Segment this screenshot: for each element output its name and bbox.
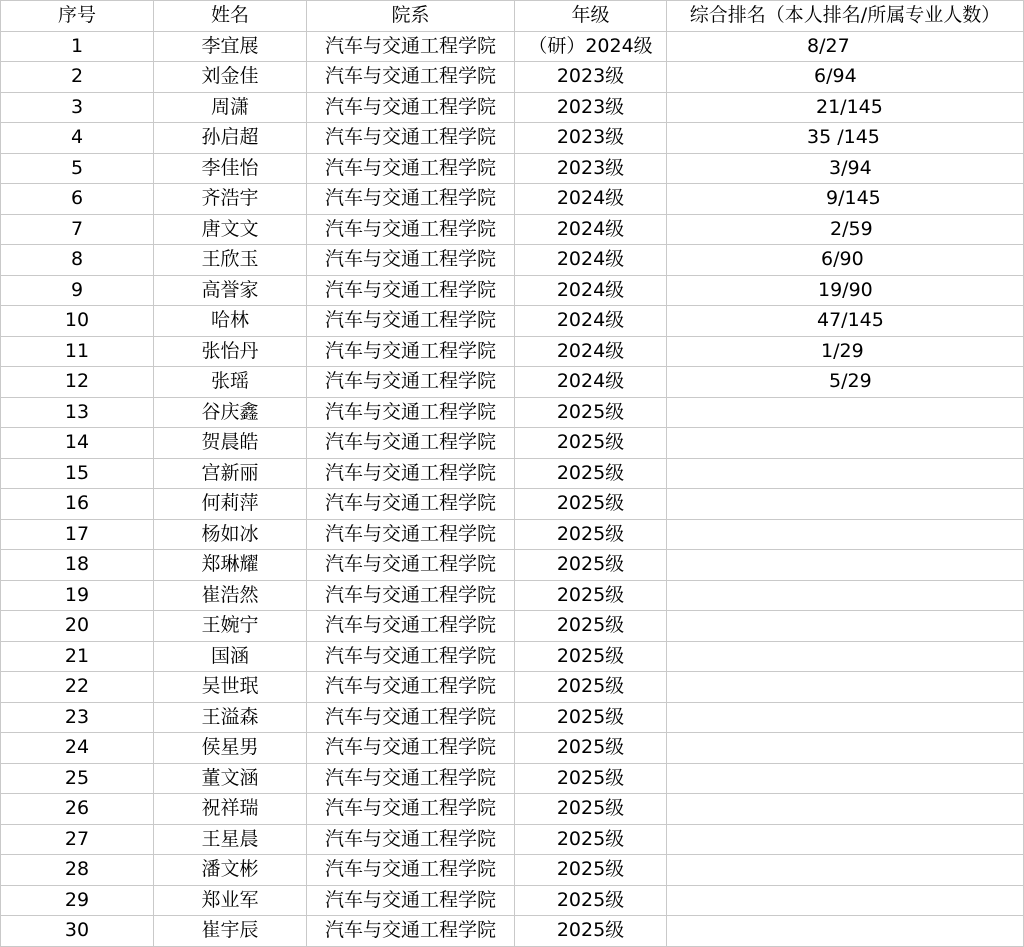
cell-dept: 汽车与交通工程学院 <box>307 92 515 123</box>
table-row <box>1 580 1024 611</box>
cell-grade: 2025级 <box>515 519 667 550</box>
cell-name: 高誉家 <box>154 275 307 306</box>
table-row <box>1 763 1024 794</box>
table-row <box>1 885 1024 916</box>
table-row <box>1 397 1024 428</box>
cell-rank-value: 3/94 <box>829 156 872 179</box>
cell-dept: 汽车与交通工程学院 <box>307 794 515 825</box>
cell-no: 18 <box>1 550 154 581</box>
cell-name: 张怡丹 <box>154 336 307 367</box>
cell-dept: 汽车与交通工程学院 <box>307 489 515 520</box>
cell-grade: 2025级 <box>515 733 667 764</box>
cell-no: 9 <box>1 275 154 306</box>
cell-no: 21 <box>1 641 154 672</box>
cell-dept: 汽车与交通工程学院 <box>307 519 515 550</box>
cell-no: 1 <box>1 31 154 62</box>
cell-dept: 汽车与交通工程学院 <box>307 214 515 245</box>
cell-rank-value: 1/29 <box>821 339 864 362</box>
cell-dept: 汽车与交通工程学院 <box>307 611 515 642</box>
cell-dept: 汽车与交通工程学院 <box>307 62 515 93</box>
cell-no: 4 <box>1 123 154 154</box>
cell-no: 14 <box>1 428 154 459</box>
table-row <box>1 550 1024 581</box>
cell-rank-value: 6/94 <box>814 65 857 88</box>
cell-dept: 汽车与交通工程学院 <box>307 733 515 764</box>
cell-name: 杨如冰 <box>154 519 307 550</box>
cell-no: 25 <box>1 763 154 794</box>
cell-grade: 2025级 <box>515 641 667 672</box>
table-row <box>1 916 1024 947</box>
cell-dept: 汽车与交通工程学院 <box>307 550 515 581</box>
cell-name: 崔宇辰 <box>154 916 307 947</box>
table-row <box>1 31 1024 62</box>
table-row <box>1 92 1024 123</box>
cell-no: 24 <box>1 733 154 764</box>
cell-grade: 2024级 <box>515 184 667 215</box>
cell-no: 16 <box>1 489 154 520</box>
cell-grade: 2025级 <box>515 916 667 947</box>
cell-rank-value: 5/29 <box>829 370 872 393</box>
cell-name: 贺晨皓 <box>154 428 307 459</box>
cell-name: 国涵 <box>154 641 307 672</box>
table-row <box>1 428 1024 459</box>
cell-dept: 汽车与交通工程学院 <box>307 153 515 184</box>
cell-no: 7 <box>1 214 154 245</box>
cell-grade: 2025级 <box>515 855 667 886</box>
cell-name: 王婉宁 <box>154 611 307 642</box>
cell-grade: 2025级 <box>515 580 667 611</box>
cell-grade: 2025级 <box>515 489 667 520</box>
table-row <box>1 123 1024 154</box>
cell-rank <box>667 214 1024 245</box>
cell-rank <box>667 489 1024 520</box>
table-row <box>1 306 1024 337</box>
cell-name: 侯星男 <box>154 733 307 764</box>
cell-rank <box>667 824 1024 855</box>
table-row <box>1 641 1024 672</box>
cell-grade: 2024级 <box>515 306 667 337</box>
table-body <box>1 31 1024 946</box>
cell-rank-value: 47/145 <box>817 309 884 332</box>
table-row <box>1 702 1024 733</box>
cell-dept: 汽车与交通工程学院 <box>307 763 515 794</box>
cell-dept: 汽车与交通工程学院 <box>307 885 515 916</box>
cell-grade: 2025级 <box>515 672 667 703</box>
cell-rank-value: 9/145 <box>826 187 881 210</box>
cell-grade: 2023级 <box>515 123 667 154</box>
cell-grade: 2025级 <box>515 885 667 916</box>
cell-name: 唐文文 <box>154 214 307 245</box>
cell-rank <box>667 367 1024 398</box>
cell-dept: 汽车与交通工程学院 <box>307 580 515 611</box>
cell-name: 刘金佳 <box>154 62 307 93</box>
cell-grade: 2024级 <box>515 336 667 367</box>
cell-name: 崔浩然 <box>154 580 307 611</box>
cell-name: 哈林 <box>154 306 307 337</box>
cell-grade: 2025级 <box>515 763 667 794</box>
cell-rank <box>667 733 1024 764</box>
cell-no: 3 <box>1 92 154 123</box>
cell-grade: 2025级 <box>515 824 667 855</box>
table-row <box>1 336 1024 367</box>
cell-rank <box>667 672 1024 703</box>
cell-grade: 2025级 <box>515 611 667 642</box>
cell-no: 28 <box>1 855 154 886</box>
table-row <box>1 458 1024 489</box>
cell-no: 30 <box>1 916 154 947</box>
cell-dept: 汽车与交通工程学院 <box>307 916 515 947</box>
cell-no: 13 <box>1 397 154 428</box>
table-row <box>1 275 1024 306</box>
cell-no: 19 <box>1 580 154 611</box>
cell-no: 10 <box>1 306 154 337</box>
cell-no: 2 <box>1 62 154 93</box>
table-row <box>1 824 1024 855</box>
cell-name: 吴世珉 <box>154 672 307 703</box>
cell-name: 王溢森 <box>154 702 307 733</box>
cell-rank <box>667 306 1024 337</box>
cell-dept: 汽车与交通工程学院 <box>307 702 515 733</box>
cell-grade: 2025级 <box>515 550 667 581</box>
table-row <box>1 855 1024 886</box>
cell-rank <box>667 397 1024 428</box>
cell-name: 何莉萍 <box>154 489 307 520</box>
cell-rank <box>667 702 1024 733</box>
cell-dept: 汽车与交通工程学院 <box>307 306 515 337</box>
cell-rank <box>667 275 1024 306</box>
header-cell-no: 序号 <box>1 1 154 32</box>
cell-dept: 汽车与交通工程学院 <box>307 275 515 306</box>
cell-grade: 2024级 <box>515 275 667 306</box>
cell-rank <box>667 428 1024 459</box>
cell-no: 8 <box>1 245 154 276</box>
cell-name: 李宜展 <box>154 31 307 62</box>
cell-dept: 汽车与交通工程学院 <box>307 672 515 703</box>
cell-name: 王星晨 <box>154 824 307 855</box>
cell-dept: 汽车与交通工程学院 <box>307 245 515 276</box>
cell-grade: 2025级 <box>515 458 667 489</box>
cell-rank <box>667 62 1024 93</box>
cell-rank <box>667 763 1024 794</box>
cell-rank <box>667 916 1024 947</box>
cell-rank <box>667 92 1024 123</box>
cell-rank <box>667 519 1024 550</box>
table-row <box>1 733 1024 764</box>
cell-rank-value: 8/27 <box>807 34 850 57</box>
cell-rank <box>667 31 1024 62</box>
cell-dept: 汽车与交通工程学院 <box>307 123 515 154</box>
table-row <box>1 245 1024 276</box>
cell-dept: 汽车与交通工程学院 <box>307 855 515 886</box>
cell-grade: 2025级 <box>515 428 667 459</box>
cell-rank <box>667 184 1024 215</box>
cell-no: 15 <box>1 458 154 489</box>
cell-rank <box>667 641 1024 672</box>
cell-no: 26 <box>1 794 154 825</box>
cell-rank <box>667 458 1024 489</box>
cell-no: 29 <box>1 885 154 916</box>
cell-dept: 汽车与交通工程学院 <box>307 641 515 672</box>
cell-rank <box>667 794 1024 825</box>
table-row <box>1 62 1024 93</box>
cell-name: 郑琳耀 <box>154 550 307 581</box>
table-row <box>1 153 1024 184</box>
cell-name: 张瑶 <box>154 367 307 398</box>
table-row <box>1 489 1024 520</box>
cell-rank <box>667 611 1024 642</box>
cell-name: 郑业军 <box>154 885 307 916</box>
cell-no: 22 <box>1 672 154 703</box>
cell-rank <box>667 245 1024 276</box>
cell-rank <box>667 855 1024 886</box>
cell-name: 潘文彬 <box>154 855 307 886</box>
header-cell-dept: 院系 <box>307 1 515 32</box>
cell-name: 李佳怡 <box>154 153 307 184</box>
cell-rank-value: 6/90 <box>821 248 864 271</box>
table-row <box>1 367 1024 398</box>
cell-dept: 汽车与交通工程学院 <box>307 184 515 215</box>
cell-dept: 汽车与交通工程学院 <box>307 336 515 367</box>
cell-dept: 汽车与交通工程学院 <box>307 367 515 398</box>
cell-grade: 2023级 <box>515 153 667 184</box>
cell-name: 宫新丽 <box>154 458 307 489</box>
cell-dept: 汽车与交通工程学院 <box>307 31 515 62</box>
cell-grade: 2025级 <box>515 794 667 825</box>
cell-name: 董文涵 <box>154 763 307 794</box>
cell-no: 23 <box>1 702 154 733</box>
cell-grade: 2024级 <box>515 367 667 398</box>
cell-no: 6 <box>1 184 154 215</box>
cell-no: 5 <box>1 153 154 184</box>
table-row <box>1 519 1024 550</box>
cell-dept: 汽车与交通工程学院 <box>307 397 515 428</box>
cell-no: 17 <box>1 519 154 550</box>
cell-name: 谷庆鑫 <box>154 397 307 428</box>
cell-grade: 2024级 <box>515 214 667 245</box>
table-row <box>1 184 1024 215</box>
table-row <box>1 672 1024 703</box>
cell-name: 周潇 <box>154 92 307 123</box>
cell-rank <box>667 123 1024 154</box>
cell-name: 齐浩宇 <box>154 184 307 215</box>
cell-rank-value: 2/59 <box>830 217 873 240</box>
cell-name: 祝祥瑞 <box>154 794 307 825</box>
cell-grade: 2025级 <box>515 397 667 428</box>
cell-rank <box>667 580 1024 611</box>
cell-name: 孙启超 <box>154 123 307 154</box>
cell-grade: 2023级 <box>515 62 667 93</box>
cell-no: 27 <box>1 824 154 855</box>
table-row <box>1 794 1024 825</box>
cell-dept: 汽车与交通工程学院 <box>307 824 515 855</box>
cell-no: 20 <box>1 611 154 642</box>
cell-name: 王欣玉 <box>154 245 307 276</box>
header-cell-name: 姓名 <box>154 1 307 32</box>
cell-rank <box>667 336 1024 367</box>
cell-grade: （研）2024级 <box>515 31 667 62</box>
cell-rank <box>667 550 1024 581</box>
header-cell-grade: 年级 <box>515 1 667 32</box>
cell-rank <box>667 885 1024 916</box>
table-row <box>1 214 1024 245</box>
cell-no: 12 <box>1 367 154 398</box>
cell-rank <box>667 153 1024 184</box>
cell-dept: 汽车与交通工程学院 <box>307 458 515 489</box>
cell-rank-value: 19/90 <box>818 278 873 301</box>
cell-rank-value: 35 /145 <box>807 126 880 149</box>
cell-grade: 2023级 <box>515 92 667 123</box>
cell-grade: 2025级 <box>515 702 667 733</box>
table-row <box>1 611 1024 642</box>
cell-grade: 2024级 <box>515 245 667 276</box>
cell-no: 11 <box>1 336 154 367</box>
cell-rank-value: 21/145 <box>816 95 883 118</box>
cell-dept: 汽车与交通工程学院 <box>307 428 515 459</box>
header-cell-rank: 综合排名（本人排名/所属专业人数） <box>667 1 1024 32</box>
header-row <box>1 1 1024 32</box>
